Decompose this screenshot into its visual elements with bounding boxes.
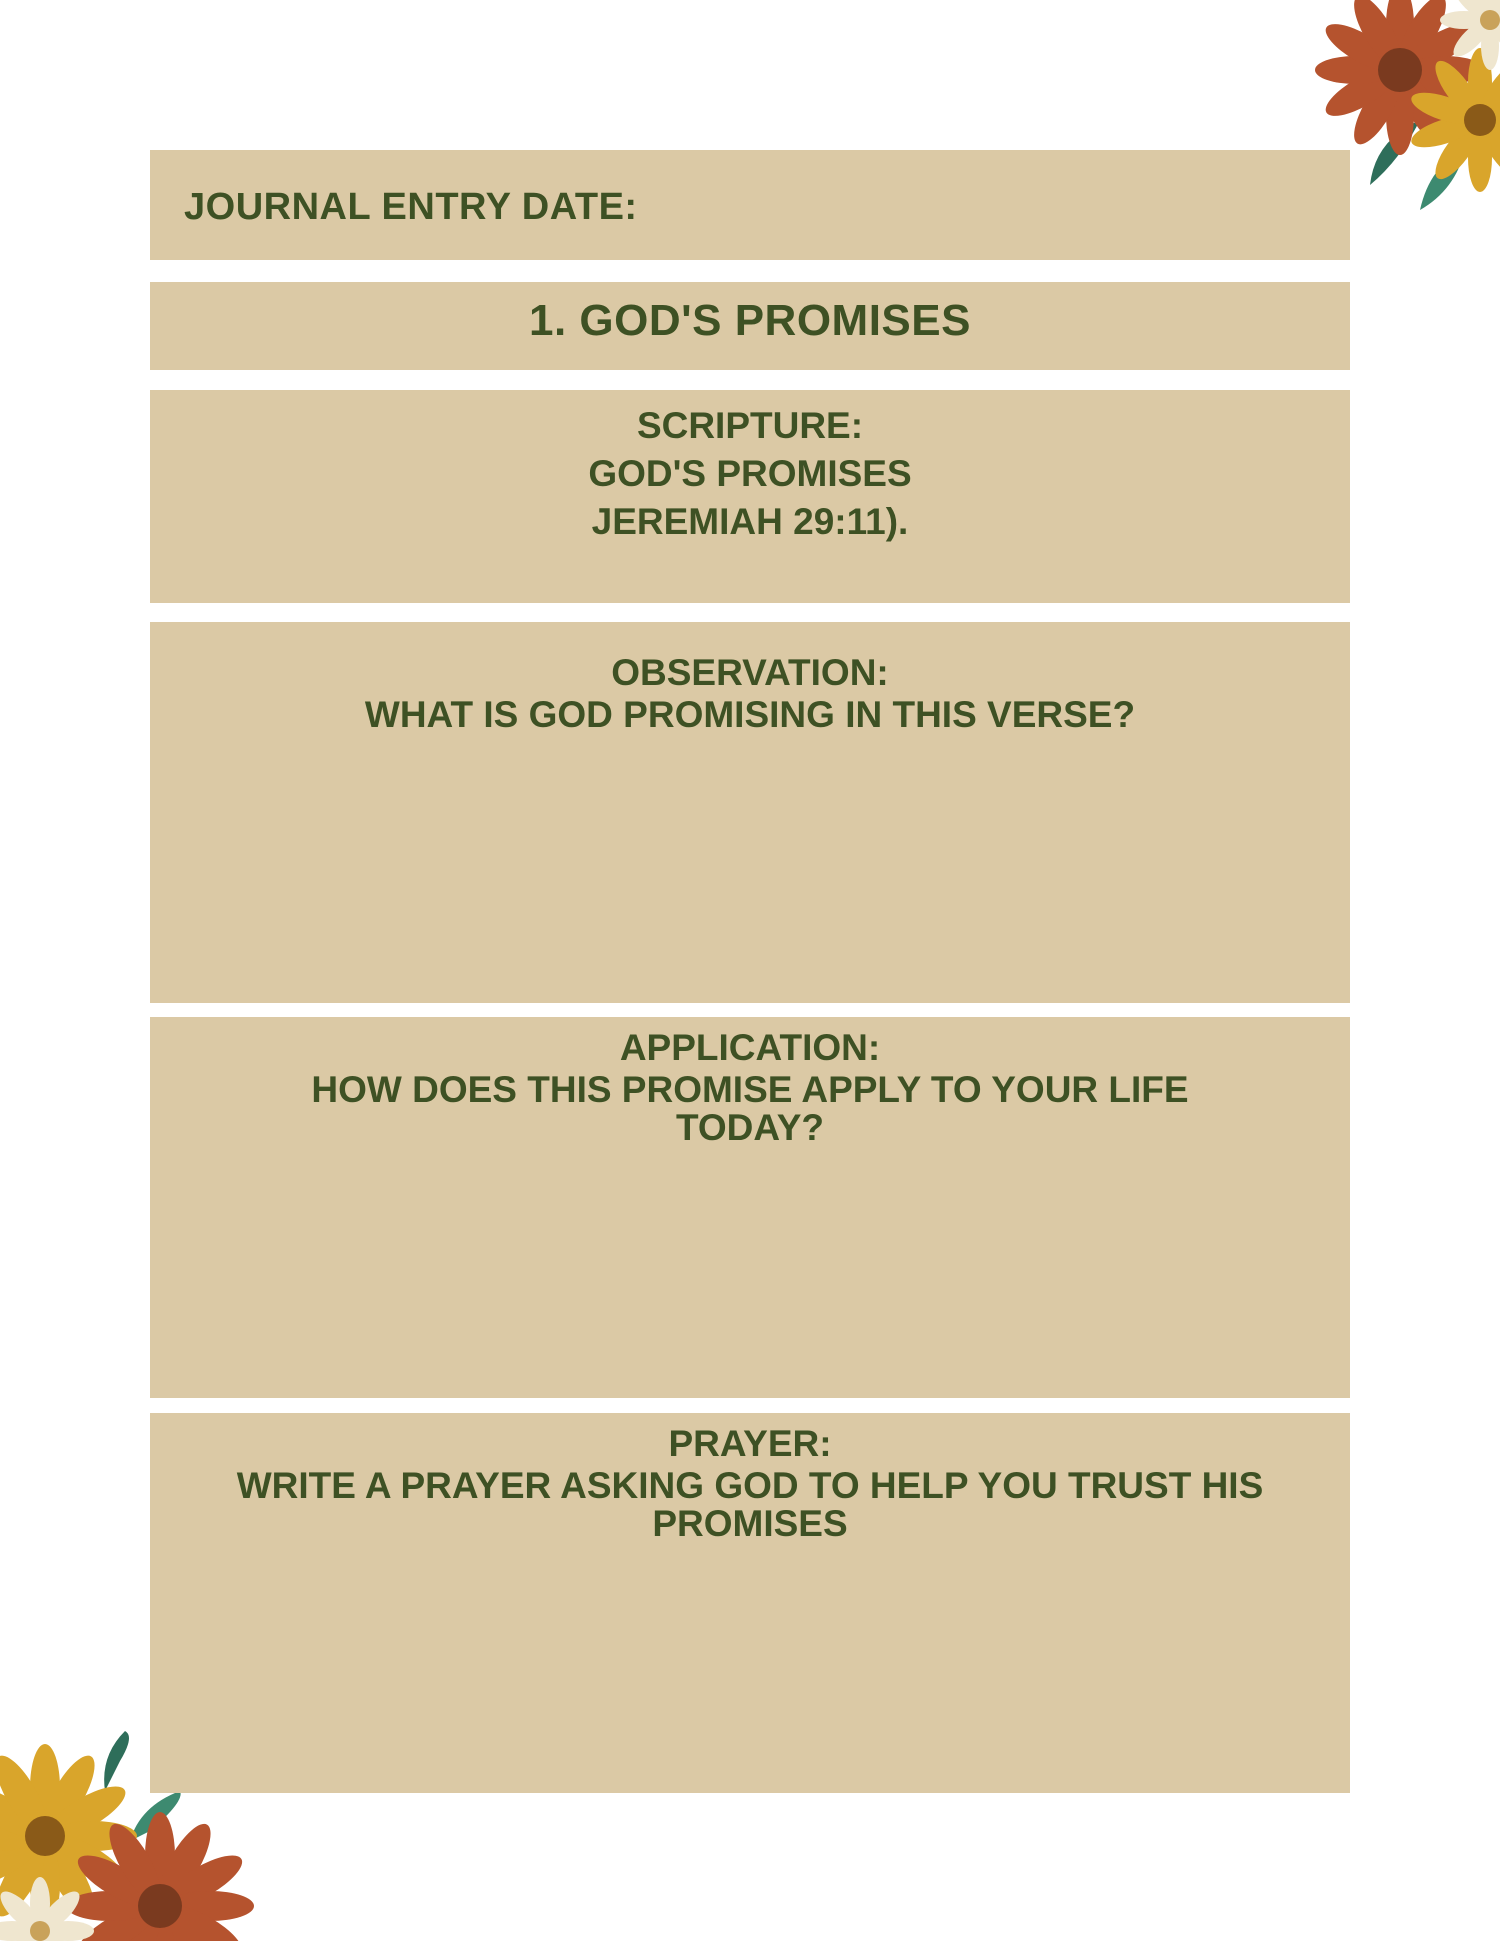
journal-date-box[interactable] — [150, 150, 1350, 260]
application-prompt: HOW DOES THIS PROMISE APPLY TO YOUR LIFE TODAY? — [311, 1069, 1189, 1148]
application-heading: APPLICATION: — [619, 1027, 881, 1068]
journal-date-label: JOURNAL ENTRY DATE: — [184, 186, 638, 228]
scripture-box — [150, 390, 1350, 603]
scripture-heading: SCRIPTURE: — [636, 405, 864, 446]
section-title-box — [150, 282, 1350, 370]
prayer-heading: PRAYER: — [668, 1423, 832, 1464]
observation-prompt: WHAT IS GOD PROMISING IN THIS VERSE? — [364, 694, 1136, 735]
application-box[interactable] — [150, 1017, 1350, 1398]
section-title: 1. GOD'S PROMISES — [529, 296, 971, 345]
prayer-prompt: WRITE A PRAYER ASKING GOD TO HELP YOU TRUST HIS PROMISES — [236, 1465, 1264, 1544]
prayer-box[interactable] — [150, 1413, 1350, 1793]
scripture-line-2: JEREMIAH 29:11). — [591, 501, 909, 542]
scripture-line-1: GOD'S PROMISES — [588, 453, 912, 494]
observation-heading: OBSERVATION: — [611, 652, 889, 693]
observation-box[interactable] — [150, 622, 1350, 1003]
